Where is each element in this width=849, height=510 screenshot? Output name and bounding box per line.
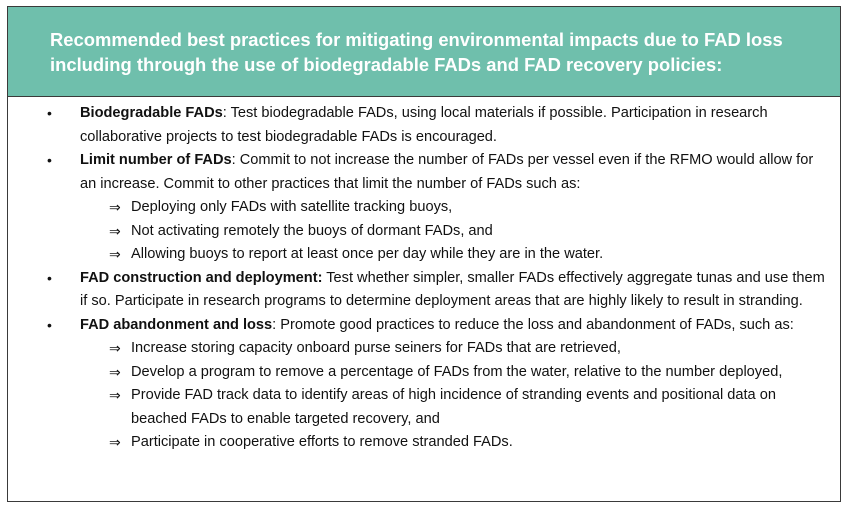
header-line-1: Recommended best practices for mitigating environmental impacts due to FAD loss <box>50 29 783 50</box>
bullet-text: : Commit to not increase the number of FADs per vessel even if the RFMO would allow for an increase. Commit to other practices that limit the number of FADs such as: <box>80 152 814 192</box>
bullet-text: : Promote good practices to reduce the loss and abandonment of FADs, such as: <box>272 316 794 333</box>
bullet-text: Test whether simpler, smaller FADs effectively aggregate tunas and use them if so. Participate in research programs to determine deployment areas that are highly likely to result in stranding. <box>80 269 825 309</box>
bullet-term: Limit number of FADs <box>80 152 232 168</box>
sub-item <box>8 384 840 431</box>
sub-item <box>8 196 840 220</box>
sub-item-text: Develop a program to remove a percentage of FADs from the water, relative to the number deployed, <box>131 363 783 380</box>
double-arrow-icon: ⇒ <box>109 340 121 356</box>
bullet-dot-icon: • <box>47 152 52 168</box>
double-arrow-icon: ⇒ <box>109 363 121 380</box>
box-content <box>8 97 840 455</box>
bullet-biodegradable-fads <box>8 102 840 149</box>
sub-item-text: Deploying only FADs with satellite tracking buoys, <box>131 199 453 215</box>
sub-item-text: Allowing buoys to report at least once per day while they are in the water. <box>131 246 604 262</box>
sub-item <box>8 220 840 244</box>
bullet-term: Biodegradable FADs <box>80 105 223 121</box>
sub-item-text: Increase storing capacity onboard purse seiners for FADs that are retrieved, <box>131 340 621 356</box>
sub-item-text: Provide FAD track data to identify areas of high incidence of stranding events and positional data on beached FADs to enable targeted recovery, and <box>131 387 776 427</box>
bullet-text: : Test biodegradable FADs, using local materials if possible. Participation in research collaborative projects to test biodegradable FADs is encouraged. <box>80 105 768 145</box>
sub-item-text: Participate in cooperative efforts to remove stranded FADs. <box>131 434 513 450</box>
double-arrow-icon: ⇒ <box>109 199 121 215</box>
sub-item <box>8 431 840 455</box>
double-arrow-icon: ⇒ <box>109 434 121 450</box>
sub-item-text: Not activating remotely the buoys of dormant FADs, and <box>131 222 493 239</box>
bullet-dot-icon: • <box>47 105 52 121</box>
bullet-dot-icon: • <box>47 316 52 333</box>
bullet-fad-construction-deployment <box>8 267 840 314</box>
bullet-limit-number-of-fads <box>8 149 840 196</box>
sub-item <box>8 337 840 361</box>
recommendations-box <box>7 6 841 502</box>
sub-item <box>8 361 840 385</box>
sub-item <box>8 243 840 267</box>
double-arrow-icon: ⇒ <box>109 246 121 262</box>
double-arrow-icon: ⇒ <box>109 222 121 239</box>
double-arrow-icon: ⇒ <box>109 387 121 403</box>
bullet-term: FAD abandonment and loss <box>80 316 273 333</box>
box-header <box>8 7 840 97</box>
header-line-2: including through the use of biodegradable FADs and FAD recovery policies: <box>50 54 723 75</box>
bullet-dot-icon: • <box>47 269 52 286</box>
bullet-term: FAD construction and deployment: <box>80 269 323 286</box>
bullet-fad-abandonment-loss <box>8 314 840 338</box>
